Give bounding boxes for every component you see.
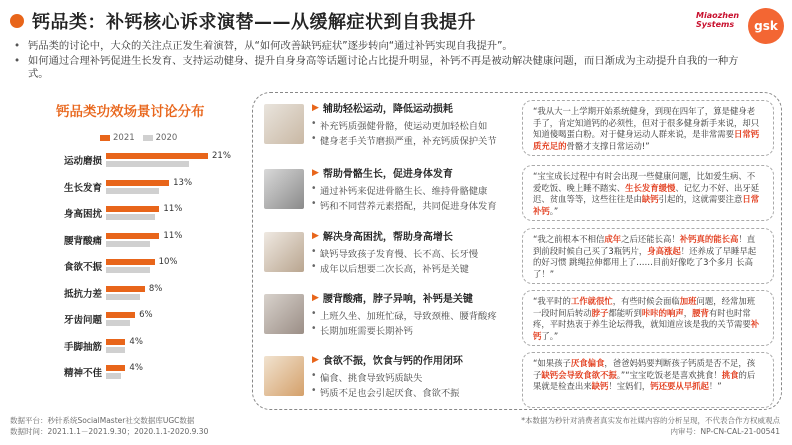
arrow-icon: ▶ [312, 167, 319, 178]
category-label: 抵抗力差 [63, 288, 102, 300]
category-label: 食欲不振 [63, 262, 102, 273]
scenario-point: • 长期加班需要长期补钙 [320, 323, 413, 337]
bar-2021 [106, 233, 159, 239]
bar-2021 [106, 339, 125, 345]
consumer-quote: “我从大一上学期开始系统健身，到现在四年了，算是健身老手了，肯定知道钙的必须性，但对于很多健身新手来说，却只知道傻喝蛋白粉。对于健身运动人群来说，是非常需要日常钙质充足的骨骼才支撑日常运动!” [522, 100, 774, 156]
bar-2020 [106, 320, 130, 326]
bar-2021 [106, 259, 155, 265]
scenario-photo [264, 169, 304, 209]
bar-2020 [106, 241, 150, 247]
intro-bullet: • 钙品类的讨论中，大众的关注点正发生着演替，从“如何改善缺钙症状”逐步转向“通过补钙实现自我提升”。 [14, 40, 513, 52]
arrow-icon: ▶ [312, 102, 319, 113]
scenario-heading: ▶ 帮助骨骼生长，促进身体发育 [312, 167, 453, 180]
data-label: 10% [158, 257, 178, 267]
scenario-point: • 钙质不足也会引起厌食、食欲不振 [320, 385, 459, 399]
category-label: 牙齿问题 [63, 315, 102, 326]
title-bullet-icon [10, 14, 24, 28]
bar-2021 [106, 153, 208, 159]
chart-row [20, 203, 235, 223]
chart-row [20, 256, 235, 276]
scenario-heading: ▶ 食欲不振，饮食与钙的作用闭环 [312, 354, 463, 367]
scenario-point: • 通过补钙来促进骨骼生长、维持骨骼健康 [320, 183, 487, 197]
scenario-point: • 钙和不同营养元素搭配，共同促进身体发育 [320, 198, 497, 212]
bar-2020 [106, 373, 121, 379]
scenario-row [262, 100, 777, 160]
bar-2021 [106, 286, 145, 292]
scenario-photo [264, 356, 304, 396]
arrow-icon: ▶ [312, 292, 319, 303]
scenario-heading: ▶ 腰背酸痛，脖子异响，补钙是关键 [312, 292, 473, 305]
consumer-quote: “我平时的工作就很忙，有些时候会面临加班问题，经常加班一段时间后转动脖子都能听到咔咔的响声，腰背有时也时常疼，平时热衷于养生论坛得我，就知道应该是我的关节需要补钙了。” [522, 290, 774, 346]
bar-2021 [106, 206, 159, 212]
legend-2020: 2020 [143, 133, 178, 143]
scenario-point: • 上班久坐、加班忙碌，导致颈椎、腰背酸疼 [320, 308, 497, 322]
scenario-point: • 健身老手关节磨损严重，补充钙质保护关节 [320, 133, 497, 147]
data-label: 11% [163, 204, 183, 214]
scenario-point: • 缺钙导致孩子发育慢、长不高、长牙慢 [320, 246, 478, 260]
data-label: 4% [129, 363, 143, 373]
data-label: 13% [173, 177, 193, 188]
consumer-quote: “宝宝成长过程中有时会出现一些健康问题，比如爱生病、不爱吃饭、晚上睡不踏实、生长发育缓慢、记忆力不好、出牙延迟、贫血等等，这些往往是由缺钙引起的，这就需要注意日常补钙。” [522, 165, 774, 221]
chart-row [20, 362, 235, 382]
scenario-point: • 成年以后想要二次长高，补钙是关键 [320, 261, 469, 275]
intro-bullet: • 如何通过合理补钙促进生长发育、支持运动健身、提升自身身高等话题讨论占比提升明显，补钙不再是被动解决健康问题，而日渐成为主动提升自我的一种方式。 [14, 54, 739, 80]
chart-row [20, 230, 235, 250]
scenario-row [262, 228, 777, 288]
scenario-row [262, 290, 777, 350]
bar-2021 [106, 312, 135, 318]
legend-2021: 2021 [100, 133, 135, 143]
category-label: 腰背酸痛 [63, 235, 102, 247]
data-label: 4% [129, 336, 143, 347]
bar-2021 [106, 365, 125, 371]
chart-row [20, 283, 235, 303]
arrow-icon: ▶ [312, 230, 319, 241]
category-label: 手脚抽筋 [63, 341, 102, 353]
scenario-row [262, 165, 777, 225]
bar-2020 [106, 347, 125, 353]
chart-row [20, 150, 235, 170]
title-row [10, 8, 476, 34]
scenario-photo [264, 294, 304, 334]
arrow-icon: ▶ [312, 354, 319, 365]
bar-2020 [106, 214, 155, 220]
consumer-quote: “如果孩子厌食偏食，爸爸妈妈要判断孩子钙质是否不足，孩子缺钙会导致食欲不振。”“宝宝吃饭老是喜欢挑食！挑食的后果就是检查出来缺钙！宝妈们，钙还要从早抓起！” [522, 352, 774, 408]
gsk-logo: gsk [748, 8, 784, 44]
chart-row [20, 309, 235, 329]
chart-legend [100, 133, 185, 143]
bar-2020 [106, 294, 140, 300]
scenario-row [262, 352, 777, 412]
chart-title: 钙品类功效场景讨论分布 [56, 104, 205, 120]
category-label: 身高困扰 [63, 209, 102, 220]
category-label: 精神不佳 [63, 368, 102, 379]
scenario-photo [264, 232, 304, 272]
intro-bullets [14, 40, 754, 83]
scenario-point: • 补充钙质强健骨骼，使运动更加轻松自如 [320, 118, 487, 132]
bar-2020 [106, 267, 150, 273]
scenario-heading: ▶ 解决身高困扰，帮助身高增长 [312, 230, 453, 243]
scenario-point: • 偏食、挑食导致钙质缺失 [320, 370, 422, 384]
footer-note: *本数据为秒针对消费者真实发布社媒内容的分析呈现，不代表合作方权威观点 内审号：NP-CN-CAL-21-00541 [521, 416, 780, 436]
bar-2020 [106, 161, 189, 167]
consumer-quote: “我之前根本不相信成年之后还能长高！补钙真的能长高！直到前段时候自己买了3瓶钙片，身高涨起！还养成了早睡早起的好习惯 跳绳拉伸都用上了……目前好像吃了3个多月 长高了！” [522, 228, 774, 284]
bar-2020 [106, 188, 159, 194]
miaozhen-logo: Miaozhen Systems [696, 11, 740, 29]
data-label: 11% [163, 230, 183, 241]
data-label: 6% [139, 310, 153, 320]
scenario-photo [264, 104, 304, 144]
page-title: 钙品类：补钙核心诉求演替——从缓解症状到自我提升 [32, 12, 476, 33]
bar-2021 [106, 180, 169, 186]
scenario-heading: ▶ 辅助轻松运动，降低运动损耗 [312, 102, 453, 115]
footer-source: 数据平台：秒针系统SocialMaster社交数据库UGC数据 数据时间：2021.1.1－2021.9.30；2020.1.1-2020.9.30 [10, 416, 209, 436]
data-label: 21% [212, 151, 231, 161]
bar-chart [20, 150, 235, 390]
category-label: 运动磨损 [63, 156, 102, 167]
category-label: 生长发育 [63, 182, 102, 194]
chart-row [20, 177, 235, 197]
chart-row [20, 336, 235, 356]
data-label: 8% [148, 283, 163, 294]
